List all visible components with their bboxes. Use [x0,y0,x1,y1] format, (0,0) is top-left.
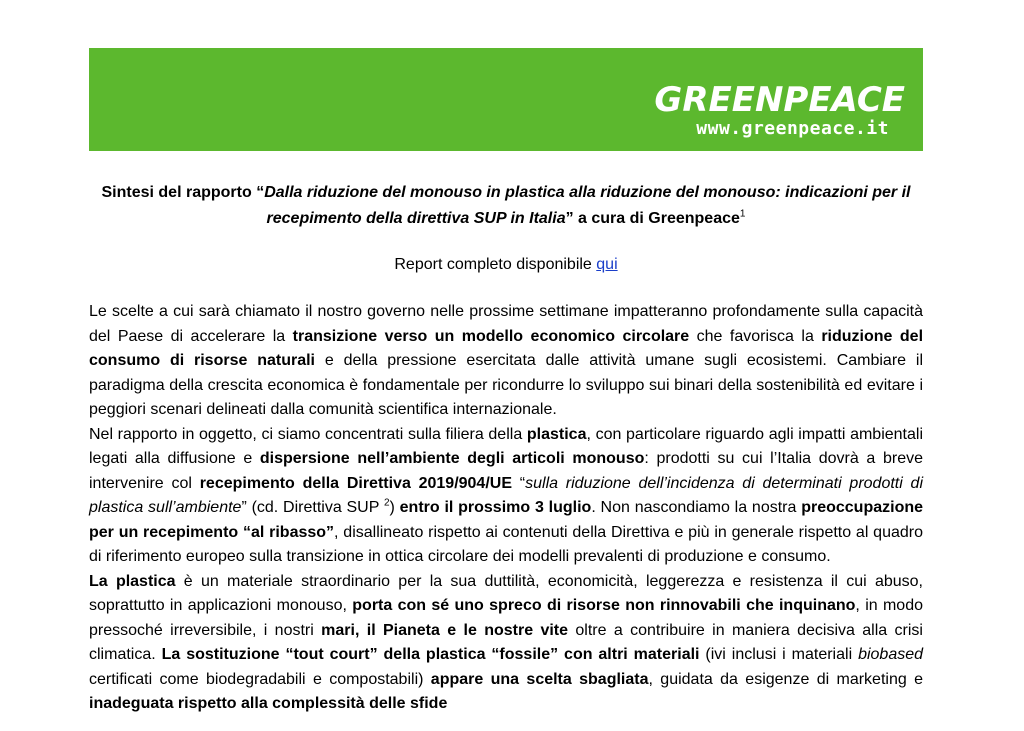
text: , con particolare riguardo agli impatti ambientali legati alla diffusione e [89,425,924,467]
text: certificati come biodegradabili e compostabili) [89,670,431,688]
report-text: Report completo disponibile [394,256,597,273]
text: . Non nascondiamo la nostra [591,499,802,516]
bold-text: La plastica [89,572,176,590]
paragraph-3 [89,570,923,717]
text: oltre a contribuire in maniera decisiva alla crisi climatica. [89,621,923,663]
bold-text: transizione verso un modello economico circolare [292,327,690,345]
text: , in modo pressoché irreversibile, i nostri [89,597,924,639]
header-banner [89,48,923,151]
text: , guidata da esigenze di marketing e [648,670,923,688]
bold-text: preoccupazione per un recepimento “al ribasso” [89,499,924,541]
logo-url: www.greenpeace.it [696,118,889,139]
title-footnote: 1 [739,208,746,220]
bold-text: inadeguata rispetto alla complessità delle sfide [89,695,448,712]
bold-text: dispersione nell’ambiente degli articoli monouso [259,450,645,467]
title-part2: ” a cura di Greenpeace [565,210,740,227]
text: , disallineato rispetto ai contenuti della Direttiva e più in generale rispetto al quadro di riferimento europeo sulla transizione in ottica circolare dei modelli prevalenti di produzione e consumo. [89,523,923,565]
paragraph-2 [89,423,923,570]
footnote-marker: 2 [383,497,390,509]
text: Nel rapporto in oggetto, ci siamo concentrati sulla filiera della [89,425,527,443]
text: e della pressione esercitata dalle attività umane sugli ecosistemi. Cambiare il paradigma della crescita economica è fondamentale per ricondurre lo sviluppo sui binari della sostenibilità ed evitare i peggiori scenari delineati dalla comunità scientifica internazionale. [89,352,923,418]
document-title [89,180,923,232]
text: ) [389,499,400,516]
greenpeace-logo[interactable] [654,82,905,140]
bold-text: plastica [526,425,587,443]
bold-text: recepimento della Direttiva 2019/904/UE [199,474,513,492]
italic-text: biobased [858,646,924,663]
report-link[interactable]: qui [596,256,618,273]
title-part1: Sintesi del rapporto “ [101,184,265,201]
bold-text: appare una scelta sbagliata [430,670,649,688]
report-line [89,254,923,276]
bold-text: riduzione del consumo di risorse naturali [89,327,924,369]
body-text [89,300,923,717]
text: che favorisca la [689,327,822,345]
bold-text: entro il prossimo 3 luglio [399,499,592,516]
text: Le scelte a cui sarà chiamato il nostro governo nelle prossime settimane impatteranno profondamente sulla capacità del Paese di accelerare la [89,303,923,345]
paragraph-1 [89,300,923,423]
text: : prodotti su cui l’Italia dovrà a breve intervenire col [89,450,923,492]
bold-text: porta con sé uno spreco di risorse non rinnovabili che inquinano [352,597,856,614]
logo-wordmark: GREENPEACE [654,80,905,120]
text: ” (cd. Direttiva SUP [241,499,384,516]
italic-text: sulla riduzione dell’incidenza di determinati prodotti di plastica sull’ambiente [89,474,923,516]
bold-text: mari, il Pianeta e le nostre vite [321,621,569,639]
text: è un materiale straordinario per la sua duttilità, economicità, leggerezza e resistenza il cui abuso, soprattutto in applicazioni monouso, [89,572,924,614]
bold-text: La sostituzione “tout court” della plastica “fossile” con altri materiali [161,646,700,663]
text: (ivi inclusi i materiali [699,646,859,663]
title-italic: Dalla riduzione del monouso in plastica alla riduzione del monouso: indicazioni per il recepimento della direttiva SUP in Italia [264,184,911,227]
text: “ [512,474,526,492]
